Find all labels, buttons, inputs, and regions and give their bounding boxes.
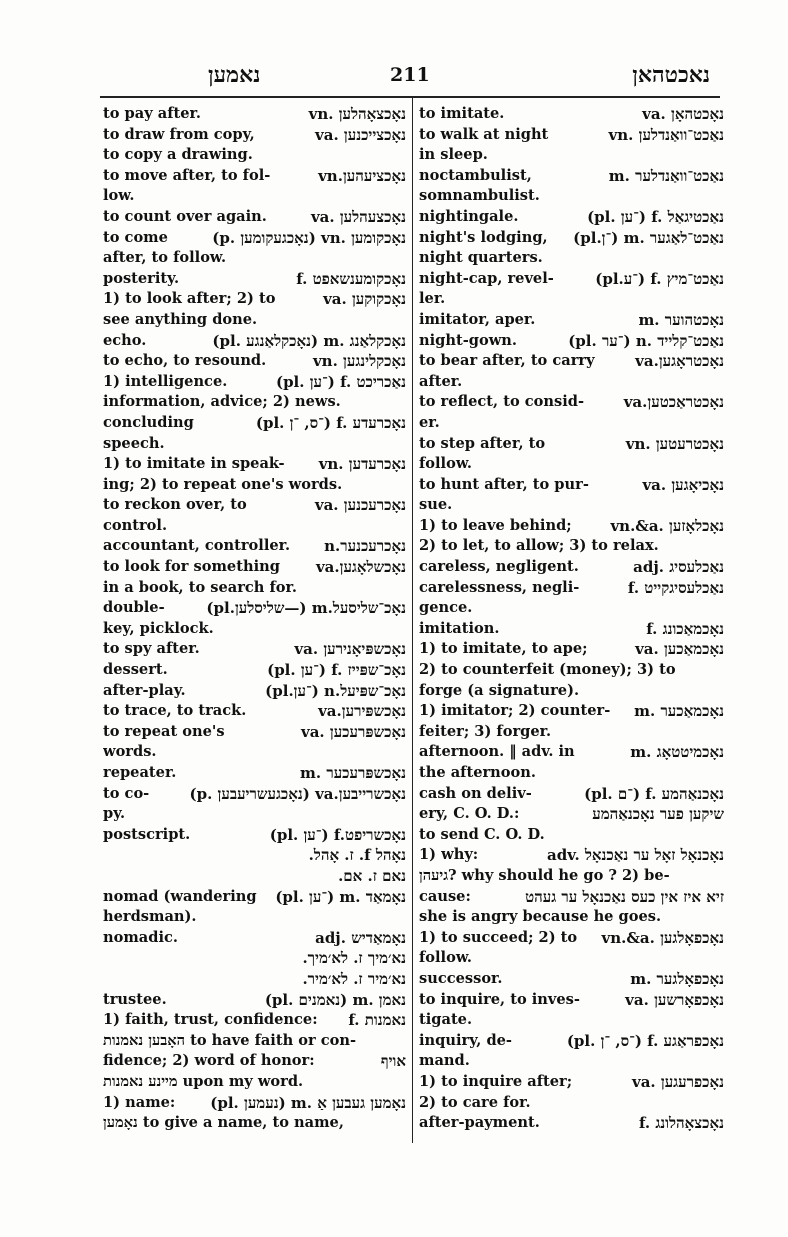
entry-line [419,907,724,928]
english-gloss: imitator, aper. [419,310,536,328]
yiddish-headword: אויף [380,1052,406,1071]
entry-line [103,784,406,805]
yiddish-headword: m. נאָכשפּרעכער [300,764,406,782]
entry-line [103,372,406,393]
entry-line [103,1031,406,1052]
yiddish-headword: va.נאָכשלאָגען [315,558,406,577]
english-gloss: careless, negligent. [419,558,579,576]
english-gloss: 2) to care for. [419,1093,531,1111]
english-gloss: ler. [419,290,446,308]
entry-line [419,681,724,702]
english-gloss: posterity. [103,269,180,287]
yiddish-headword: vn. נאָכטרעטען [625,434,724,453]
entry-line [103,228,406,249]
yiddish-headword: va. נאָכשפּרעכען [300,722,406,741]
yiddish-headword: va. נאָכשפּיאָנירען [294,640,406,659]
yiddish-headword: (pl. ־ם) f. נאָכנאַהמע [584,784,724,803]
english-gloss: 1) to imitate, to ape; [419,640,588,658]
yiddish-headword: שיקען פער נאָכנאַהמע [592,805,724,824]
yiddish-headword: נאם ז. אם. [338,866,406,885]
yiddish-headword: (pl. ־ען) f.נאָכשריפט [269,825,406,844]
english-gloss: 1) intelligence. [103,372,228,390]
english-gloss: control. [103,516,168,534]
yiddish-headword: vn. נאָכרעדען [318,455,406,474]
entry-line [419,392,724,413]
english-gloss: 1) to look after; 2) to [103,290,276,308]
entry-line [103,578,406,599]
yiddish-headword: f. נאָכקומענשאפט [296,269,406,288]
entry-line [103,1093,406,1114]
english-gloss: the afternoon. [419,764,536,781]
english-gloss: carelessness, negli- [419,578,580,596]
yiddish-headword: adv. נאָכנאָל זאָל ער נאַכנאָל [547,846,724,865]
yiddish-headword: va. נאָכטהאָן [642,105,724,123]
yiddish-headword: va. נאָכיאָגען [642,475,724,494]
entry-line [103,681,406,702]
english-gloss: follow. [419,455,473,473]
english-gloss: fidence; 2) word of honor: [103,1052,315,1070]
english-gloss: to spy after. [103,640,200,658]
entry-line [419,742,724,763]
english-gloss: echo. [103,331,147,349]
left-column [103,104,406,1134]
english-gloss: forge (a signature). [419,681,580,699]
yiddish-headword: (pl. נעמען) m. נאָמען געבען אַ [210,1093,406,1112]
yiddish-headword: נא׳מיך ז. לא׳מיך. [302,949,406,968]
english-gloss: to move after, to fol- [103,166,271,184]
entry-line [419,990,724,1011]
entry-line [419,454,724,475]
yiddish-headword: vn.נאָכציעהען [318,166,406,185]
entry-line [103,207,406,228]
yiddish-headword: (pl. ־ער) n. נאַכט־קלייד [568,331,724,350]
entry-line [419,351,724,372]
english-gloss: in a book, to search for. [103,578,297,596]
yiddish-headword: va. נאָכפרעגען [631,1072,724,1091]
english-gloss: to hunt after, to pur- [419,475,589,493]
entry-line [103,722,406,743]
english-gloss: after-play. [103,681,186,699]
entry-line [419,310,724,331]
english-gloss: words. [103,743,157,761]
page-number: 211 [390,64,430,86]
english-gloss: er. [419,413,440,431]
yiddish-headword: vn. נאָכקלינגען [312,352,406,371]
english-gloss: after, to follow. [103,249,227,267]
yiddish-headword: adj. נאַכלעסיג [633,558,724,577]
entry-line [419,269,724,290]
english-gloss: to copy a drawing. [103,146,253,164]
english-gloss: to imitate. [419,105,505,122]
yiddish-headword: adj. נאָמאַדיש [315,928,406,947]
entry-line [103,866,406,887]
english-gloss: imitation. [419,619,500,637]
entry-line [419,495,724,516]
entry-line [103,516,406,537]
yiddish-headword: (pl. ־ס, ־ן) f. נאָכפראַגע [566,1031,724,1050]
entry-line [103,948,406,969]
entry-line [419,104,724,125]
entry-line [419,1072,724,1093]
entry-line [103,887,406,908]
english-gloss: to co- [103,784,150,802]
entry-line [103,186,406,207]
entry-line [419,701,724,722]
entry-line [103,145,406,166]
english-gloss: sue. [419,496,453,514]
entry-line [103,598,406,619]
entry-line [419,248,724,269]
entry-line [103,825,406,846]
english-gloss: to pay after. [103,105,201,122]
entry-line [103,166,406,187]
entry-line [419,557,724,578]
english-gloss: somnambulist. [419,187,540,205]
entry-line [419,845,724,866]
english-gloss: night-cap, revel- [419,269,554,287]
english-gloss: 1) to succeed; 2) to [419,928,578,946]
entry-line [103,392,406,413]
english-gloss: night quarters. [419,249,543,267]
entry-line [419,331,724,352]
entry-line [419,763,724,784]
entry-line [103,536,406,557]
yiddish-headword: va. נאָכרעכנען [314,496,406,515]
entry-line [419,619,724,640]
english-gloss: to repeat one's [103,722,225,740]
yiddish-headword: (pl. ־ען) m. נאָמאַד [275,887,406,906]
english-gloss: 1) faith, trust, confidence: [103,1011,318,1029]
entry-line [419,516,724,537]
english-gloss: night-gown. [419,331,517,349]
entry-line [103,804,406,825]
entry-line [419,887,724,908]
entry-line [103,351,406,372]
english-gloss: feiter; 3) forger. [419,722,552,740]
english-gloss: py. [103,805,126,823]
entry-line [419,598,724,619]
english-gloss: cash on deliv- [419,784,532,802]
yiddish-headword: m. נאָכמיטטאָג [630,743,724,762]
english-gloss: to send C. O. D. [419,825,545,843]
english-gloss: concluding [103,413,194,431]
entry-line [419,1010,724,1031]
english-gloss: afternoon. ‖ adv. in [419,743,575,761]
yiddish-headword: (p. נאָכגעשריעבען) va.נאָכשרייבען [189,784,406,803]
english-gloss: to reckon over, to [103,496,247,514]
entry-line [419,475,724,496]
entry-line [419,207,724,228]
entry-line [419,1113,724,1134]
english-gloss: mand. [419,1052,470,1070]
entry-line [419,639,724,660]
english-gloss: accountant, controller. [103,537,291,555]
yiddish-headword: זיא איז אין כעס נאַכנאָל ער געהט [525,887,724,906]
entry-line [103,619,406,640]
yiddish-headword: va. נאָכצייכנען [315,125,406,144]
entry-line [103,434,406,455]
entry-line [103,310,406,331]
entry-line [103,990,406,1011]
english-gloss: ery, C. O. D.: [419,805,520,823]
entry-line [103,701,406,722]
english-gloss: she is angry because he goes. [419,908,662,926]
entry-line [419,434,724,455]
yiddish-headword: va.נאָכטראָגען [635,352,724,371]
entry-line [103,660,406,681]
entry-line [103,845,406,866]
english-gloss: key, picklock. [103,619,214,637]
entry-line [419,145,724,166]
entry-line [103,1113,406,1134]
yiddish-headword: m. נאָכטהוער [638,310,724,329]
english-gloss: nomad (wandering [103,887,257,905]
entry-line [103,1010,406,1031]
entry-line [103,495,406,516]
yiddish-headword: (pl. ־ען) f. נאַכריכט [275,372,406,391]
yiddish-headword: (pl. נאמנים) m. נאמן [264,990,406,1009]
yiddish-headword: f. נאָכצאָהלונג [638,1114,724,1133]
english-gloss: to look for something [103,558,280,576]
english-gloss: postscript. [103,825,191,843]
english-gloss: to walk at night [419,125,549,143]
yiddish-headword: vn. נאַכט־וואַנדלען [608,125,724,144]
entry-line [419,804,724,825]
english-gloss: in sleep. [419,146,488,164]
entry-line [103,289,406,310]
english-gloss: to echo, to resound. [103,352,267,370]
entry-line [103,763,406,784]
entry-line [419,289,724,310]
english-gloss: night's lodging, [419,228,548,246]
english-gloss: to step after, to [419,434,546,452]
yiddish-headword: f. נאָכמאַכונג [646,619,724,638]
english-gloss: cause: [419,887,471,905]
yiddish-headword: m. נאָכפאָלגער [630,969,724,988]
entry-line [419,660,724,681]
entry-line [419,969,724,990]
english-gloss: to come [103,228,168,246]
english-gloss: trustee. [103,990,167,1008]
running-head-left: נאמען [208,62,261,88]
entry-line [419,722,724,743]
yiddish-headword: f. נאמנות [348,1011,406,1030]
english-gloss: information, advice; 2) news. [103,393,341,411]
entry-line [103,475,406,496]
entry-line [419,536,724,557]
english-gloss: double- [103,599,165,617]
english-gloss: after-payment. [419,1114,540,1132]
yiddish-headword: vn.&a. נאָכפאָלגען [601,928,724,947]
yiddish-headword: m. נאַכט־וואַנדלער [608,166,724,185]
yiddish-headword: (pl.־ען) n.נאָכ־שפּיעל [265,681,406,700]
yiddish-headword: va. נאָכמאַכען [635,640,724,659]
entry-line [103,331,406,352]
yiddish-headword: (pl.־ע) f. נאַכט־מיץ [595,269,724,288]
entry-line [103,969,406,990]
english-gloss: נאָמען to give a name, to name, [103,1114,344,1132]
english-gloss: to inquire, to inves- [419,990,580,1008]
yiddish-headword: vn. נאָכצאָהלען [308,105,406,123]
entry-line [103,269,406,290]
yiddish-headword: va. נאָכפאָרשען [625,990,724,1009]
english-gloss: herdsman). [103,908,197,926]
english-gloss: follow. [419,949,473,967]
entry-line [103,248,406,269]
english-gloss: nomadic. [103,928,178,946]
entry-line [103,1072,406,1093]
entry-line [103,413,406,434]
header-rule [100,96,720,98]
english-gloss: 1) imitator; 2) counter- [419,702,611,720]
english-gloss: speech. [103,434,165,452]
entry-line [103,742,406,763]
entry-line [419,228,724,249]
english-gloss: dessert. [103,661,168,679]
entry-line [103,454,406,475]
yiddish-headword: va. נאָכקוקען [323,290,406,309]
english-gloss: to trace, to track. [103,702,247,720]
entry-line [419,928,724,949]
english-gloss: repeater. [103,764,177,781]
english-gloss: low. [103,187,135,205]
english-gloss: successor. [419,969,503,987]
english-gloss: 1) to inquire after; [419,1072,573,1090]
english-gloss: tigate. [419,1011,473,1029]
english-gloss: nightingale. [419,207,519,225]
entry-line [103,928,406,949]
entry-line [419,948,724,969]
english-gloss: 2) to let, to allow; 3) to relax. [419,537,659,555]
yiddish-headword: f. נאַכלעסיגקייט [627,578,724,597]
yiddish-headword: (pl.שליסלען—) m.נאָכ־שליסעל [206,599,406,618]
entry-line [419,578,724,599]
right-column [419,104,724,1134]
entry-line [419,186,724,207]
english-gloss: to draw from copy, [103,125,255,143]
english-gloss: gence. [419,599,473,617]
yiddish-headword: va.נאָכשפּירען [318,702,406,721]
yiddish-headword: (pl. ־ען) f. נאַכטיגאַל [587,207,724,226]
yiddish-headword: va. נאָכצעהלען [310,207,406,226]
column-divider [412,98,413,1143]
english-gloss: האָבען נאמנות to have faith or con- [103,1031,357,1049]
english-gloss: גיעהן? why should he go ? 2) be- [419,866,670,884]
yiddish-headword: (p. נאָכגעקומען) vn. נאָכקומען [212,228,406,247]
entry-line [419,825,724,846]
entry-line [103,639,406,660]
english-gloss: see anything done. [103,310,258,328]
page-header [100,62,720,94]
entry-line [103,557,406,578]
english-gloss: after. [419,372,463,390]
english-gloss: inquiry, de- [419,1031,512,1049]
entry-line [419,413,724,434]
english-gloss: noctambulist, [419,166,532,184]
entry-line [419,1051,724,1072]
yiddish-headword: (pl. נאָכקלאַנגע) m. נאָכקלאַנג [212,331,406,350]
yiddish-headword: (pl. ־ס, ־ן) f. נאָכרעדע [255,413,406,432]
english-gloss: 1) why: [419,846,479,864]
english-gloss: 1) name: [103,1093,176,1111]
entry-line [103,125,406,146]
english-gloss: 1) to leave behind; [419,516,572,534]
entry-line [419,866,724,887]
entry-line [419,784,724,805]
english-gloss: ing; 2) to repeat one's words. [103,475,343,493]
english-gloss: to reflect, to consid- [419,393,585,411]
english-gloss: מיינע נאמנות upon my word. [103,1072,304,1090]
yiddish-headword: vn.&a. נאָכלאָזען [610,516,724,535]
entry-line [419,372,724,393]
yiddish-headword: va.נאָכטראַכטען [623,393,724,412]
english-gloss: to bear after, to carry [419,352,595,370]
entry-line [419,166,724,187]
yiddish-headword: נא׳מיר ז. לא׳מיר. [302,969,406,988]
yiddish-headword: (pl. ־ען) f. נאָכ־שפּייז [267,661,406,680]
english-gloss: to count over again. [103,207,267,225]
running-head-right: נאכטהאן [632,62,710,88]
yiddish-headword: נאָהל f. ז. אָהל. [308,846,406,865]
entry-line [103,907,406,928]
entry-line [103,104,406,125]
entry-line [419,1031,724,1052]
english-gloss: 1) to imitate in speak- [103,455,285,473]
yiddish-headword: m. נאָכמאַכער [634,702,724,721]
english-gloss: 2) to counterfeit (money); 3) to [419,661,676,679]
entry-line [419,125,724,146]
yiddish-headword: (pl.־ן) m. נאַכט־לאַגער [573,228,724,247]
entry-line [419,1093,724,1114]
yiddish-headword: n.נאָכרעכנער [324,537,406,556]
entry-line [103,1051,406,1072]
